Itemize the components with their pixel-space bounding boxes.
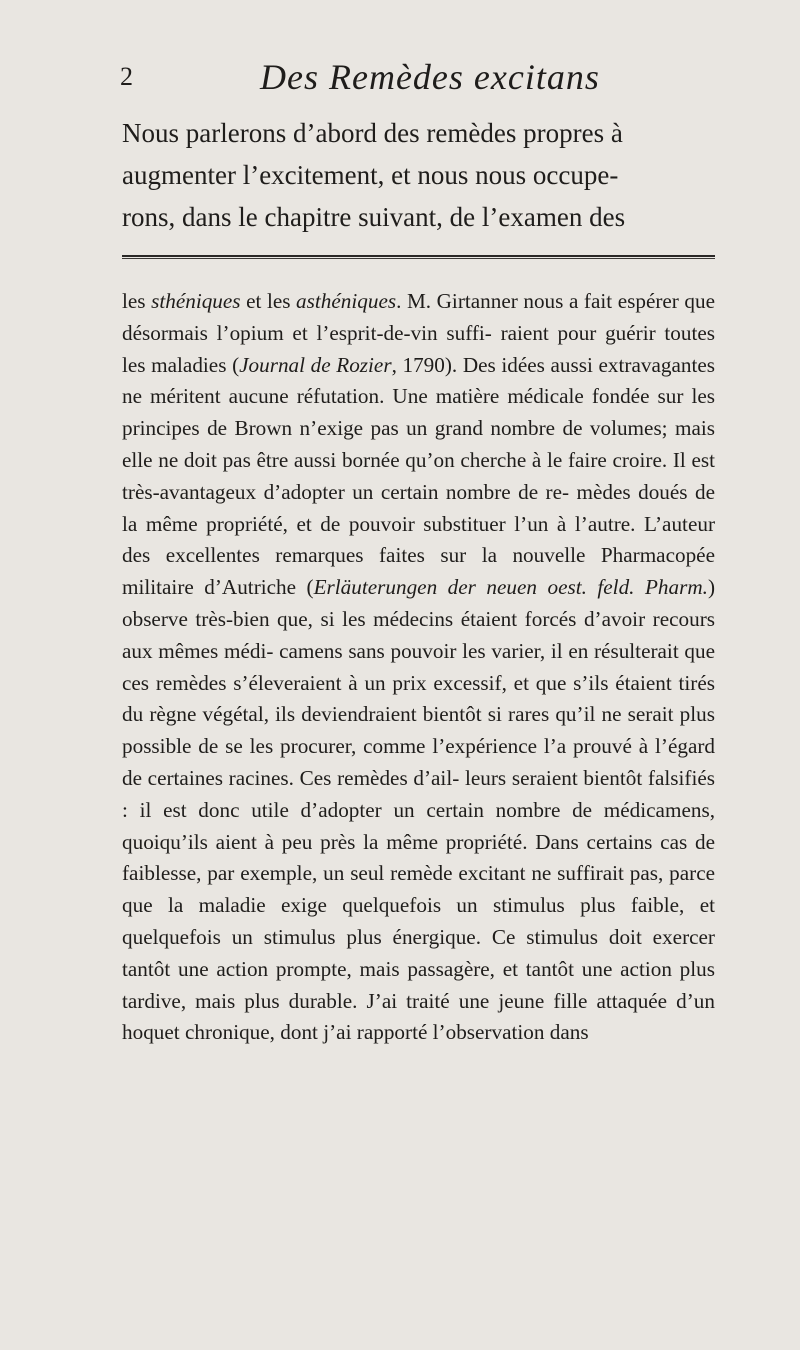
main-text xyxy=(122,112,712,238)
footnote-text: et les xyxy=(240,289,297,313)
footnote-italic: asthéniques xyxy=(296,289,397,313)
footnote-rule xyxy=(122,255,715,257)
running-title: Des Remèdes excitans xyxy=(260,57,600,97)
footnote xyxy=(122,286,715,1049)
footnote-paragraph xyxy=(122,286,715,1049)
footnote-text: , 1790). Des idées aussi extravagantes ne méritent aucune réfutation. Une matière médicale fondée sur les principes de Brown n’exige pas un grand nombre de volumes; mais elle ne doit pas être aussi bornée qu’on cherche à le faire croire. Il est très-avantageux d’adopter un certain nombre de re- mèdes doués de la même propriété, et de pouvoir substituer l’un à l’autre. L’auteur des excellentes remarques faites sur la nouvelle Pharmacopée militaire d’Autriche ( xyxy=(122,352,715,600)
footnote-text: . M. Girtanner nous a fait espérer que désormais l’opium et l’esprit-de-vin suffi- raient pour guérir toutes les maladies ( xyxy=(122,289,716,377)
footnote-italic: sthéniques xyxy=(151,289,241,313)
footnote-italic: Erläuterungen der neuen oest. feld. Pharm. xyxy=(313,575,708,600)
page-number: 2 xyxy=(120,62,133,91)
main-text-line: Nous parlerons d’abord des remèdes propres à xyxy=(122,118,623,148)
footnote-italic: Journal de Rozier xyxy=(239,352,392,377)
page-header xyxy=(120,57,740,102)
footnote-text: les xyxy=(122,289,152,313)
main-text-line: augmenter l’excitement, et nous nous occupe- xyxy=(122,160,619,190)
footnote-rule-thin xyxy=(122,258,715,259)
main-text-line: rons, dans le chapitre suivant, de l’examen des xyxy=(122,202,626,232)
footnote-text: ) observe très-bien que, si les médecins étaient forcés d’avoir recours aux mêmes médi- camens sans pouvoir les varier, il en résulterait que ces remèdes s’éleveraient à un prix excessif, et que s’ils étaient tirés du règne végétal, ils deviendraient bientôt si rares qu’il ne serait plus possible de se les procurer, comme l’expérience l’a prouvé à l’égard de certaines racines. Ces remèdes d’ail- leurs seraient bientôt falsifiés : il est donc utile d’adopter un certain nombre de médicamens, quoiqu’ils aient à peu près la même propriété. Dans certains cas de faiblesse, par exemple, un seul remède excitant ne suffirait pas, parce que la maladie exige quelquefois un stimulus plus faible, et quelquefois un stimulus plus énergique. Ce stimulus doit exercer tantôt une action prompte, mais passagère, et tantôt une action plus tardive, mais plus durable. J’ai traité une jeune fille attaquée d’un hoquet chronique, dont j’ai rapporté l’observation dans xyxy=(122,575,715,1045)
